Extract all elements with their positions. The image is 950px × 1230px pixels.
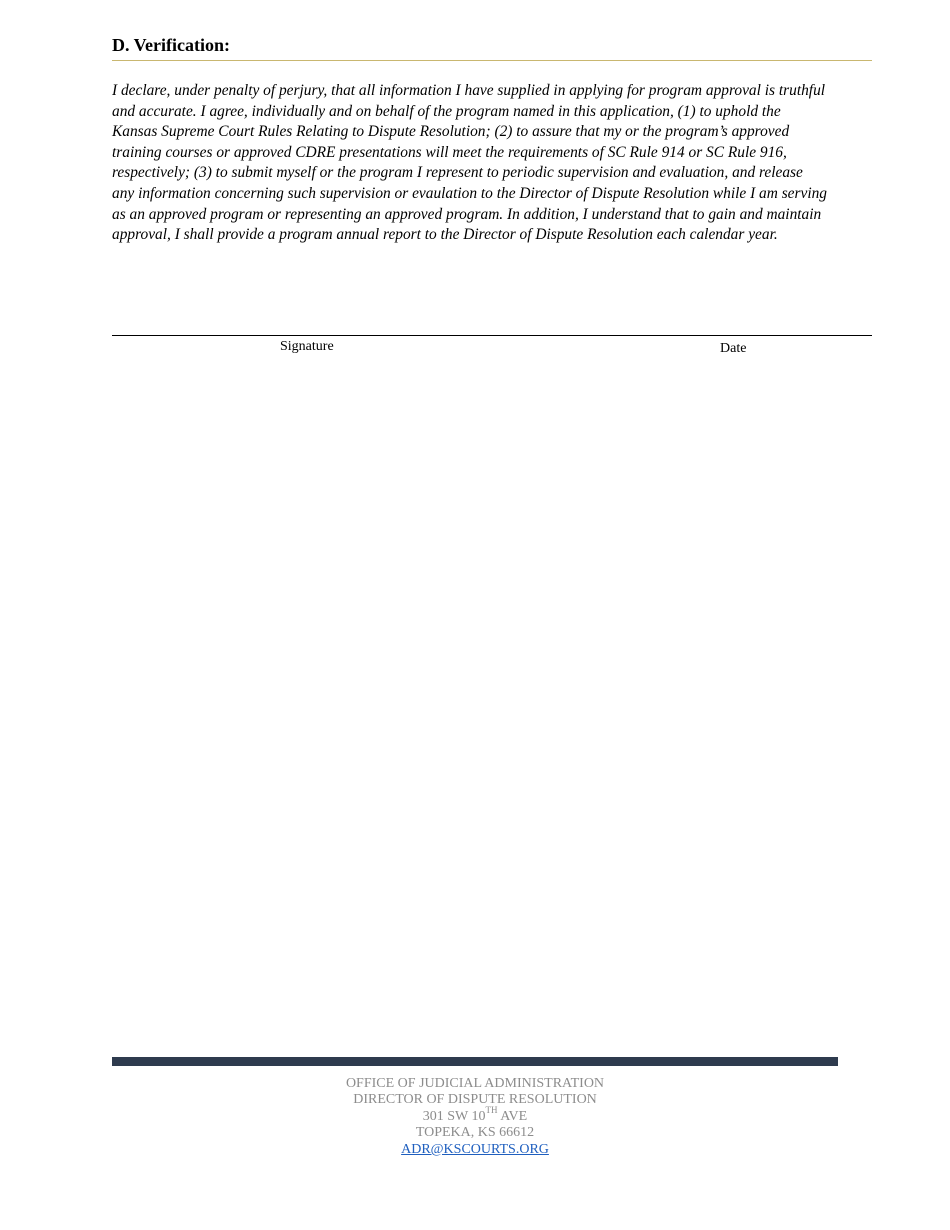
- declaration-line: Kansas Supreme Court Rules Relating to Dispute Resolution; (2) to assure that my or the program’s approved: [112, 123, 790, 141]
- signature-line[interactable]: [112, 335, 872, 336]
- declaration-line: any information concerning such supervision or evaulation to the Director of Dispute Resolution while I am serving: [112, 184, 828, 202]
- declaration-line: I declare, under penalty of perjury, that all information I have supplied in applying for program approval is truthful: [112, 82, 826, 99]
- declaration-line: as an approved program or representing an approved program. In addition, I understand that to gain and maintain: [112, 205, 822, 223]
- footer-director: DIRECTOR OF DISPUTE RESOLUTION: [353, 1092, 597, 1108]
- declaration-line: training courses or approved CDRE presentations will meet the requirements of SC Rule 914 or SC Rule 916,: [112, 143, 787, 161]
- section-heading: D. Verification:: [112, 35, 230, 55]
- signature-label: Signature: [280, 339, 334, 354]
- verification-declaration: [112, 81, 852, 246]
- declaration-line: and accurate. I agree, individually and on behalf of the program named in this application, (1) to uphold the: [112, 102, 781, 120]
- footer-city-state-zip: TOPEKA, KS 66612: [415, 1125, 535, 1141]
- declaration-line: approval, I shall provide a program annual report to the Director of Dispute Resolution each calendar year.: [112, 226, 778, 244]
- footer-address-suffix: AVE: [497, 1108, 528, 1124]
- footer-office: OFFICE OF JUDICIAL ADMINISTRATION: [345, 1076, 605, 1091]
- heading-divider: [112, 60, 872, 61]
- footer-address-ordinal: TH: [485, 1105, 498, 1116]
- footer-address-number: 301 SW 10: [422, 1108, 486, 1124]
- footer-divider-bar: [112, 1057, 838, 1066]
- footer-street-address: [112, 1105, 838, 1125]
- footer-email-link[interactable]: ADR@KSCOURTS.ORG: [401, 1141, 549, 1157]
- footer-address-block: [112, 1076, 838, 1158]
- declaration-line: respectively; (3) to submit myself or the program I represent to periodic supervision and evaluation, and release: [112, 164, 803, 182]
- date-label: Date: [720, 341, 747, 356]
